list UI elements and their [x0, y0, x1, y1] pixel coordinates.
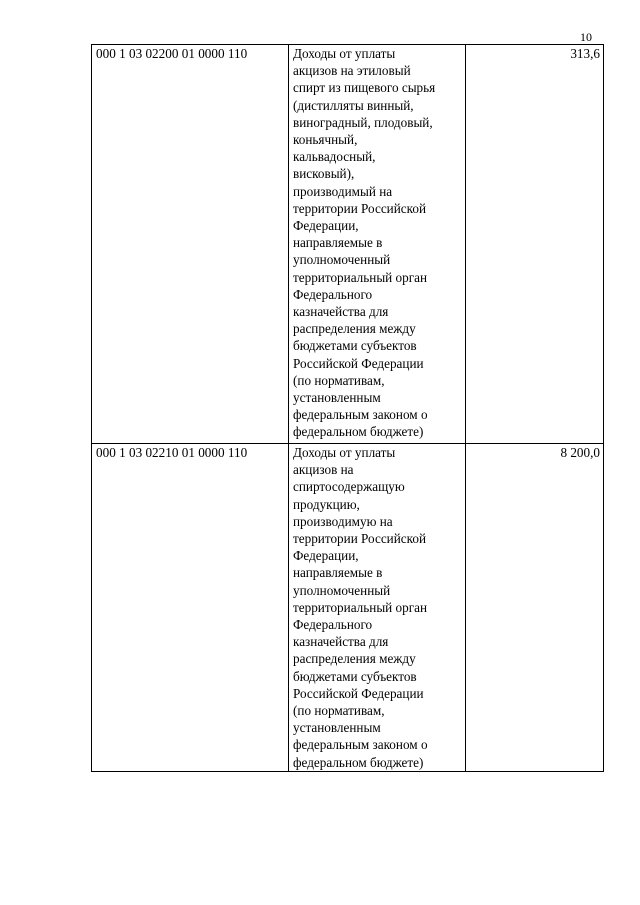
- table-body: [92, 45, 604, 772]
- income-description-line: спиртосодержащую: [293, 479, 405, 495]
- income-description-line: производимый на: [293, 183, 393, 199]
- income-description-line: казначейства для: [293, 304, 389, 320]
- income-description-line: территориальный орган: [293, 269, 428, 285]
- budget-income-table: [91, 44, 604, 772]
- income-description-line: установленным: [293, 390, 381, 406]
- table-row: [92, 45, 604, 444]
- income-description-line: уполномоченный: [293, 582, 391, 598]
- income-description-line: Федерального: [293, 286, 373, 302]
- income-description-line: висковый),: [293, 166, 355, 182]
- income-description-line: федеральным законом о: [293, 737, 428, 753]
- page-number: 10: [580, 30, 592, 44]
- income-description-line: территориальный орган: [293, 599, 428, 615]
- income-description-line: распределения между: [293, 321, 416, 337]
- income-description-line: бюджетами субъектов: [293, 668, 417, 684]
- income-description-line: распределения между: [293, 651, 416, 667]
- income-amount: 8 200,0: [466, 444, 604, 772]
- income-amount: 313,6: [466, 45, 604, 444]
- income-description-line: федеральном бюджете): [293, 754, 424, 770]
- income-description-line: продукцию,: [293, 496, 360, 512]
- income-description-line: уполномоченный: [293, 252, 391, 268]
- income-description-line: территории Российской: [293, 200, 427, 216]
- income-description-line: (дистилляты винный,: [293, 97, 414, 113]
- income-description-line: Федерации,: [293, 548, 359, 564]
- income-description-line: федеральном бюджете): [293, 424, 424, 440]
- income-description-line: бюджетами субъектов: [293, 338, 417, 354]
- income-description-line: (по нормативам,: [293, 372, 385, 388]
- budget-classification-code: 000 1 03 02210 01 0000 110: [92, 444, 289, 772]
- budget-classification-code: 000 1 03 02200 01 0000 110: [92, 45, 289, 444]
- income-description-line: Российской Федерации: [293, 685, 424, 701]
- income-description-line: (по нормативам,: [293, 703, 385, 719]
- income-description-line: Федерального: [293, 617, 373, 633]
- income-description-line: федеральным законом о: [293, 407, 428, 423]
- income-description-line: казначейства для: [293, 634, 389, 650]
- income-description-line: коньячный,: [293, 132, 358, 148]
- income-description-line: направляемые в: [293, 235, 383, 251]
- income-description-line: Российской Федерации: [293, 355, 424, 371]
- income-description-line: производимую на: [293, 513, 393, 529]
- income-description-line: Федерации,: [293, 218, 359, 234]
- table-row: [92, 444, 604, 772]
- income-description-line: Доходы от уплаты: [293, 46, 396, 61]
- income-description-line: Доходы от уплаты: [293, 445, 396, 460]
- income-description: [289, 45, 466, 444]
- income-description-line: направляемые в: [293, 565, 383, 581]
- income-description-line: акцизов на: [293, 462, 354, 478]
- income-description: [289, 444, 466, 772]
- income-description-line: территории Российской: [293, 531, 427, 547]
- income-description-line: кальвадосный,: [293, 149, 376, 165]
- income-description-line: спирт из пищевого сырья: [293, 80, 436, 96]
- income-description-line: установленным: [293, 720, 381, 736]
- income-description-line: акцизов на этиловый: [293, 63, 411, 79]
- income-description-line: виноградный, плодовый,: [293, 114, 433, 130]
